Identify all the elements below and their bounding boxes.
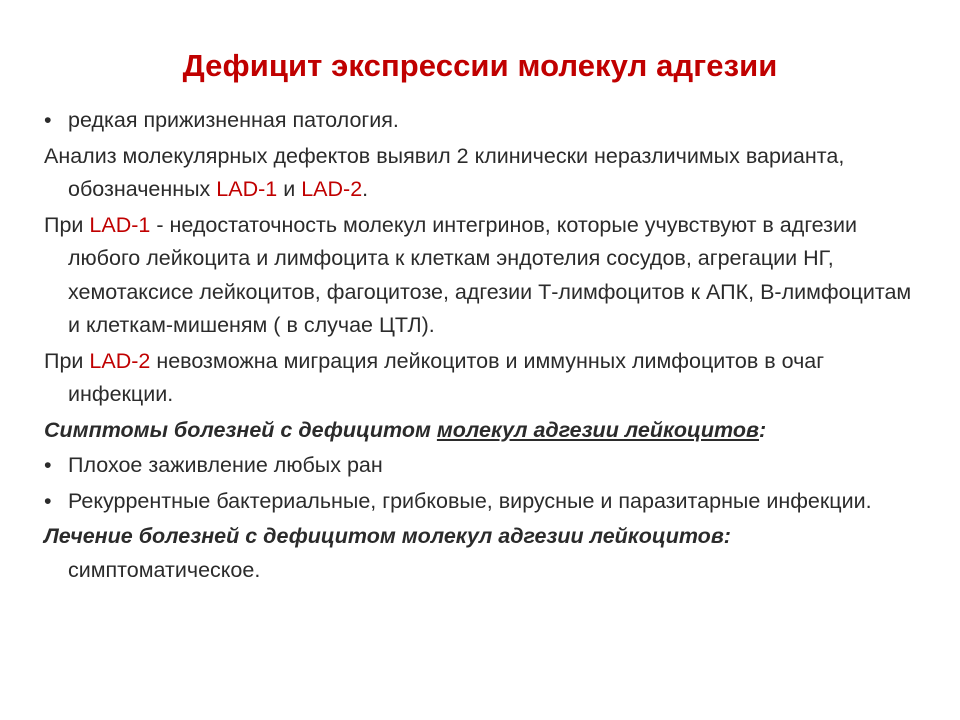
symptom-text: Рекуррентные бактериальные, грибковые, вирусные и паразитарные инфекции. [68,488,872,513]
treatment-block [44,520,924,587]
heading-text: : [758,417,767,442]
bullet-rare-pathology [44,104,924,138]
symptom-item [44,485,924,519]
bullet-icon: • [44,108,52,132]
lad-2-term: LAD-2 [89,348,151,373]
paragraph-text: . [362,177,369,201]
paragraph-text: При [44,212,90,237]
bullet-text: редкая прижизненная патология. [68,108,399,132]
bullet-icon: • [44,453,52,477]
paragraph-lad-1 [44,209,924,343]
lad-2-term: LAD-2 [301,177,363,201]
slide-content [44,104,924,589]
lad-1-term: LAD-1 [216,177,278,201]
paragraph-lad-2 [44,345,924,412]
treatment-text: симптоматическое. [68,557,261,582]
symptom-item [44,449,924,483]
lad-1-term: LAD-1 [89,212,151,237]
paragraph-text: - недостаточность молекул интегринов, которые учувствуют в адгезии любого лейкоцита и лимфоцита к клеткам эндотелия сосудов, агрегации НГ, хемотаксисе лейкоцитов, фагоцитозе, адгезии Т-лимфоцитов к АПК, В-лимфоцитам и клеткам-мишеням ( в случае ЦТЛ). [68,212,912,337]
symptoms-heading [44,414,924,448]
heading-underlined-text: молекул адгезии лейкоцитов [436,417,759,442]
symptom-text: Плохое заживление любых ран [68,453,383,477]
paragraph-text: невозможна миграция лейкоцитов и иммунных лимфоцитов в очаг инфекции. [68,348,825,406]
heading-text: Симптомы болезней с дефицитом [44,417,437,442]
paragraph-text: При [44,348,90,373]
paragraph-text: и [277,177,302,201]
paragraph-analysis [44,140,924,207]
slide-title: Дефицит экспрессии молекул адгезии [182,48,778,83]
paragraph-text: Анализ молекулярных дефектов выявил 2 клинически неразличимых варианта, обозначенных [44,143,845,201]
treatment-heading: Лечение болезней с дефицитом молекул адгезии лейкоцитов: [44,524,731,548]
bullet-icon: • [44,488,52,513]
